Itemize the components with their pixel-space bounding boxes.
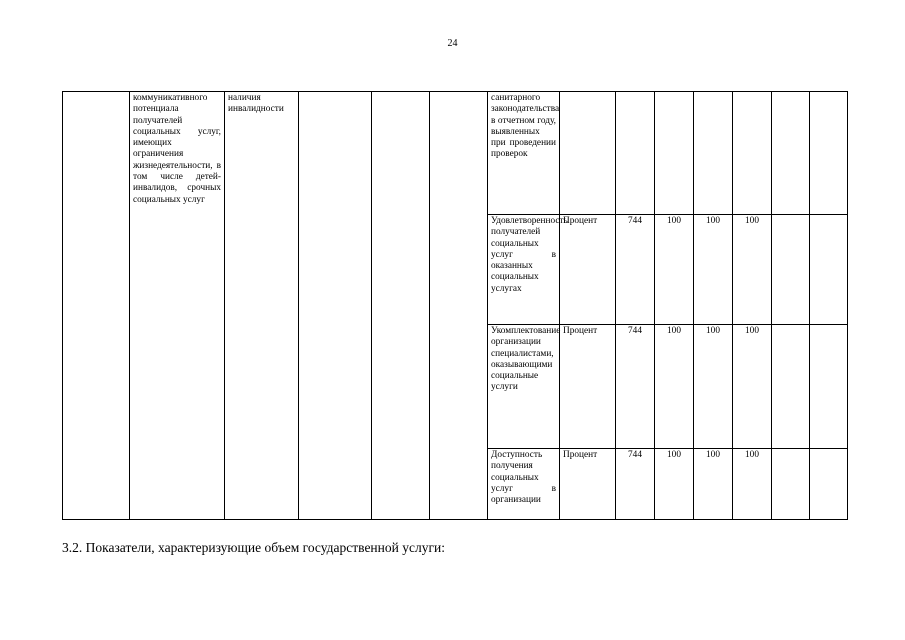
table-cell-empty — [810, 92, 848, 215]
indicator-name-cell: санитарного законодательства в отчетном году, выявленных при проведении проверок — [488, 92, 560, 215]
section-heading: 3.2. Показатели, характеризующие объем государственной услуги: — [62, 540, 445, 555]
value-cell: 100 — [655, 215, 694, 325]
table-cell-empty — [810, 449, 848, 520]
unit-code-cell: 744 — [616, 215, 655, 325]
value-cell: 100 — [694, 325, 733, 449]
page-number: 24 — [447, 38, 458, 49]
value-cell: 100 — [694, 215, 733, 325]
value-cell: 100 — [655, 449, 694, 520]
value-cell: 100 — [694, 449, 733, 520]
table-cell-empty — [299, 92, 372, 520]
unit-code-cell: 744 — [616, 449, 655, 520]
table-row — [63, 92, 848, 215]
table-cell-empty — [772, 92, 810, 215]
unit-cell: Процент — [560, 325, 616, 449]
table-cell-empty — [372, 92, 430, 520]
unit-cell: Процент — [560, 449, 616, 520]
table-cell-empty — [810, 215, 848, 325]
value-cell: 100 — [655, 325, 694, 449]
value-cell: 100 — [733, 449, 772, 520]
unit-cell: Процент — [560, 215, 616, 325]
value-cell — [694, 92, 733, 215]
indicator-name-cell: Доступность получения социальных услуг в организации — [488, 449, 560, 520]
value-cell: 100 — [733, 215, 772, 325]
service-content-cell: коммуникативного потенциала получателей социальных услуг, имеющих ограничения жизнедеятельности, в том числе детей-инвалидов, срочных социальных услуг — [130, 92, 225, 520]
table-cell-empty — [63, 92, 130, 520]
table-cell-empty — [772, 325, 810, 449]
table-cell-empty — [772, 449, 810, 520]
service-condition-cell: наличия инвалидности — [225, 92, 299, 520]
unit-cell — [560, 92, 616, 215]
table-cell-empty — [430, 92, 488, 520]
indicator-name-cell: Укомплектование организации специалистами, оказывающими социальные услуги — [488, 325, 560, 449]
unit-code-cell — [616, 92, 655, 215]
table-cell-empty — [810, 325, 848, 449]
indicator-name-cell: Удовлетворенность получателей социальных услуг в оказанных социальных услугах — [488, 215, 560, 325]
table-cell-empty — [772, 215, 810, 325]
unit-code-cell: 744 — [616, 325, 655, 449]
indicators-table — [62, 91, 848, 520]
value-cell: 100 — [733, 325, 772, 449]
value-cell — [733, 92, 772, 215]
value-cell — [655, 92, 694, 215]
